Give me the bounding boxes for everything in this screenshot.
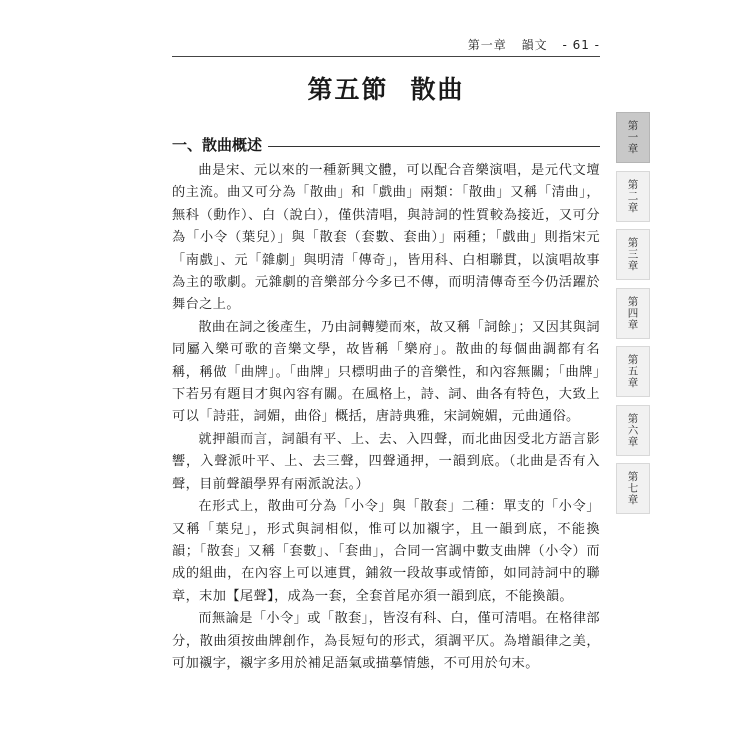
paragraph: 就押韻而言，詞韻有平、上、去、入四聲，而北曲因受北方語言影響，入聲派叶平、上、去三聲，四聲通押，一韻到底。（北曲是否有入聲，目前聲韻學界有兩派說法。）: [172, 431, 600, 492]
chapter-tab-7[interactable]: [616, 463, 650, 514]
header-topic: 韻文: [521, 38, 548, 52]
paragraph: 在形式上，散曲可分為「小令」與「散套」二種：單支的「小令」又稱「葉兒」，形式與詞相似，惟可以加襯字，且一韻到底，不能換韻；「散套」又稱「套數」、「套曲」，合同一宮調中數支曲牌（小令）而成的組曲，在內容上可以連貫，鋪敘一段故事或情節，如同詩詞中的聯章，末加【尾聲】，成為一套，全套首尾亦須一韻到底，不能換韻。: [172, 499, 600, 604]
chapter-tab-2[interactable]: [616, 171, 650, 222]
chapter-tab-label: 第三章: [626, 237, 639, 272]
chapter-tab-label: 第五章: [626, 354, 639, 389]
chapter-tab-label: 第二章: [626, 178, 639, 214]
chapter-tab-6[interactable]: [616, 405, 650, 456]
subsection-divider: [268, 146, 600, 147]
body-text: [172, 160, 600, 675]
section-number: 第五節: [307, 75, 389, 104]
page-number: - 61 -: [562, 38, 600, 52]
running-header: [458, 36, 600, 53]
header-chapter: 第一章: [467, 38, 507, 52]
chapter-tab-label: 第七章: [626, 471, 639, 506]
subsection-heading: 一、散曲概述: [172, 136, 263, 154]
chapter-tab-label: 第六章: [626, 412, 639, 448]
header-divider: [172, 56, 600, 57]
section-name: 散曲: [410, 75, 465, 104]
chapter-tab-1[interactable]: [616, 112, 650, 163]
chapter-tab-4[interactable]: [616, 288, 650, 339]
chapter-tab-3[interactable]: [616, 229, 650, 280]
chapter-tabs: [616, 112, 650, 522]
chapter-tab-label: 第一章: [626, 120, 639, 155]
paragraph: 散曲在詞之後產生，乃由詞轉變而來，故又稱「詞餘」；又因其與詞同屬入樂可歌的音樂文學，故皆稱「樂府」。散曲的每個曲調都有名稱，稱做「曲牌」。「曲牌」只標明曲子的音樂性，和內容無關；「曲牌」下若另有題目才與內容有關。在風格上，詩、詞、曲各有特色，大致上可以「詩莊，詞媚，曲俗」概括，唐詩典雅，宋詞婉媚，元曲通俗。: [172, 319, 600, 425]
chapter-tab-5[interactable]: [616, 346, 650, 397]
paragraph: 而無論是「小令」或「散套」，皆沒有科、白，僅可清唱。在格律部分，散曲須按曲牌創作，為長短句的形式，須調平仄。為增韻律之美，可加襯字，襯字多用於補足語氣或描摹情態，不可用於句末。: [172, 611, 600, 671]
chapter-tab-label: 第四章: [626, 295, 639, 331]
section-title: [172, 70, 600, 106]
paragraph: 曲是宋、元以來的一種新興文體，可以配合音樂演唱，是元代文壇的主流。曲又可分為「散曲」和「戲曲」兩類：「散曲」又稱「清曲」，無科（動作）、白（說白），僅供清唱，與詩詞的性質較為接近，又可分為「小令（葉兒）」與「散套（套數、套曲）」兩種；「戲曲」則指宋元「南戲」、元「雜劇」與明清「傳奇」，皆用科、白相聯貫，以演唱故事為主的歌劇。元雜劇的音樂部分今多已不傳，而明清傳奇至今仍活躍於舞台之上。: [172, 163, 600, 313]
